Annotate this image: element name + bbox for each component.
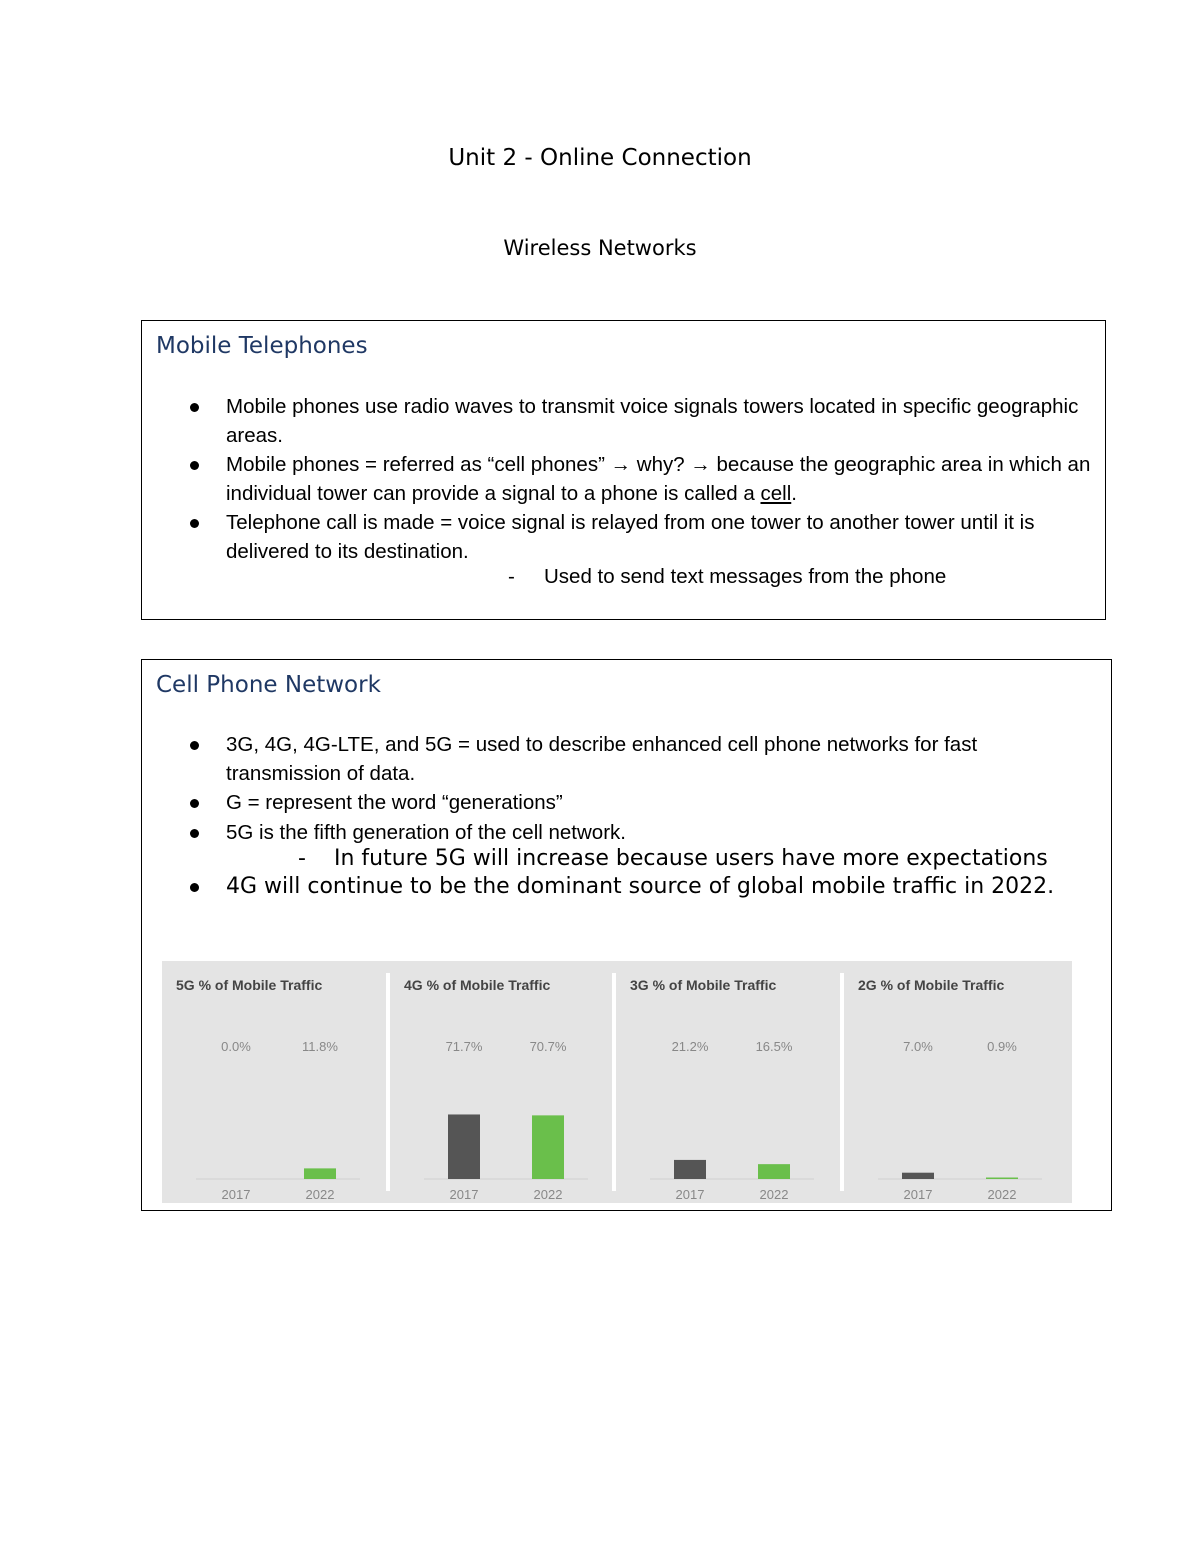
chart-3g: [616, 961, 840, 1203]
dash-icon: -: [298, 846, 306, 871]
bar-2017: [448, 1114, 480, 1179]
bullet-icon: [190, 519, 199, 528]
bar-2022: [532, 1115, 564, 1179]
data-label: 7.0%: [903, 1039, 933, 1054]
list-item: Mobile phones = referred as “cell phones” → why? → because the geographic area in which an individual tower can provide a signal to a phone is called a cell.: [142, 451, 1092, 508]
chart-2g: [844, 961, 1072, 1203]
chart-2g-plot: [844, 961, 1072, 1203]
tick-label: 2017: [675, 1187, 705, 1202]
data-label: 11.8%: [302, 1039, 338, 1054]
chart-title: 5G % of Mobile Traffic: [176, 977, 323, 993]
mobile-dash-note: - Used to send text messages from the phone: [508, 565, 947, 588]
tick-label: 2017: [449, 1187, 479, 1202]
bullet-icon: [190, 829, 199, 838]
chart-4g: [390, 961, 612, 1203]
cell-dash-note: - In future 5G will increase because users have more expectations: [298, 846, 1048, 871]
mobile-traffic-charts: [162, 961, 1072, 1203]
tick-label: 2017: [221, 1187, 251, 1202]
cell-term: cell: [760, 481, 792, 505]
chart-5g-plot: [162, 961, 386, 1203]
mobile-bullet-list: [142, 393, 1092, 567]
list-item: 3G, 4G, 4G-LTE, and 5G = used to describe enhanced cell phone networks for fast transmission of data.: [142, 731, 1092, 788]
chart-4g-plot: [390, 961, 612, 1203]
chart-5g: [162, 961, 386, 1203]
bar-2017: [902, 1173, 934, 1179]
mobile-telephones-box: [141, 320, 1106, 620]
tick-label: 2022: [533, 1187, 563, 1202]
bar-2022: [986, 1178, 1018, 1180]
tick-label: 2022: [305, 1187, 335, 1202]
chart-title: 2G % of Mobile Traffic: [858, 977, 1005, 993]
list-item: 5G is the fifth generation of the cell network.: [142, 819, 1092, 848]
tick-label: 2017: [903, 1187, 933, 1202]
chart-title: 4G % of Mobile Traffic: [404, 977, 551, 993]
data-label: 21.2%: [671, 1039, 709, 1054]
cell-bullet-list: [142, 731, 1092, 848]
cell-bullet-list-2: [142, 873, 1072, 902]
page-title: Unit 2 - Online Connection: [448, 145, 752, 171]
data-label: 0.9%: [987, 1039, 1017, 1054]
bullet-icon: [190, 403, 199, 412]
bullet-icon: [190, 799, 199, 808]
data-label: 70.7%: [529, 1039, 567, 1054]
chart-title: 3G % of Mobile Traffic: [630, 977, 777, 993]
data-label: 16.5%: [755, 1039, 793, 1054]
bar-2017: [674, 1160, 706, 1179]
list-item: Mobile phones use radio waves to transmit voice signals towers located in specific geographic areas.: [142, 393, 1092, 450]
data-label: 71.7%: [445, 1039, 483, 1054]
page-subtitle: Wireless Networks: [503, 236, 697, 260]
tick-label: 2022: [987, 1187, 1017, 1202]
list-item: G = represent the word “generations”: [142, 789, 1092, 818]
bullet-icon: [190, 883, 199, 892]
dash-icon: -: [508, 565, 515, 588]
bullet-icon: [190, 461, 199, 470]
data-label: 0.0%: [221, 1039, 251, 1054]
list-item: 4G will continue to be the dominant source of global mobile traffic in 2022.: [142, 873, 1072, 901]
list-item: Telephone call is made = voice signal is relayed from one tower to another tower until it is delivered to its destination.: [142, 509, 1092, 566]
bar-2022: [304, 1168, 336, 1179]
bullet-icon: [190, 741, 199, 750]
chart-3g-plot: [616, 961, 840, 1203]
cell-network-heading: Cell Phone Network: [156, 672, 381, 698]
mobile-telephones-heading: Mobile Telephones: [156, 333, 368, 359]
tick-label: 2022: [759, 1187, 789, 1202]
bar-2022: [758, 1164, 790, 1179]
